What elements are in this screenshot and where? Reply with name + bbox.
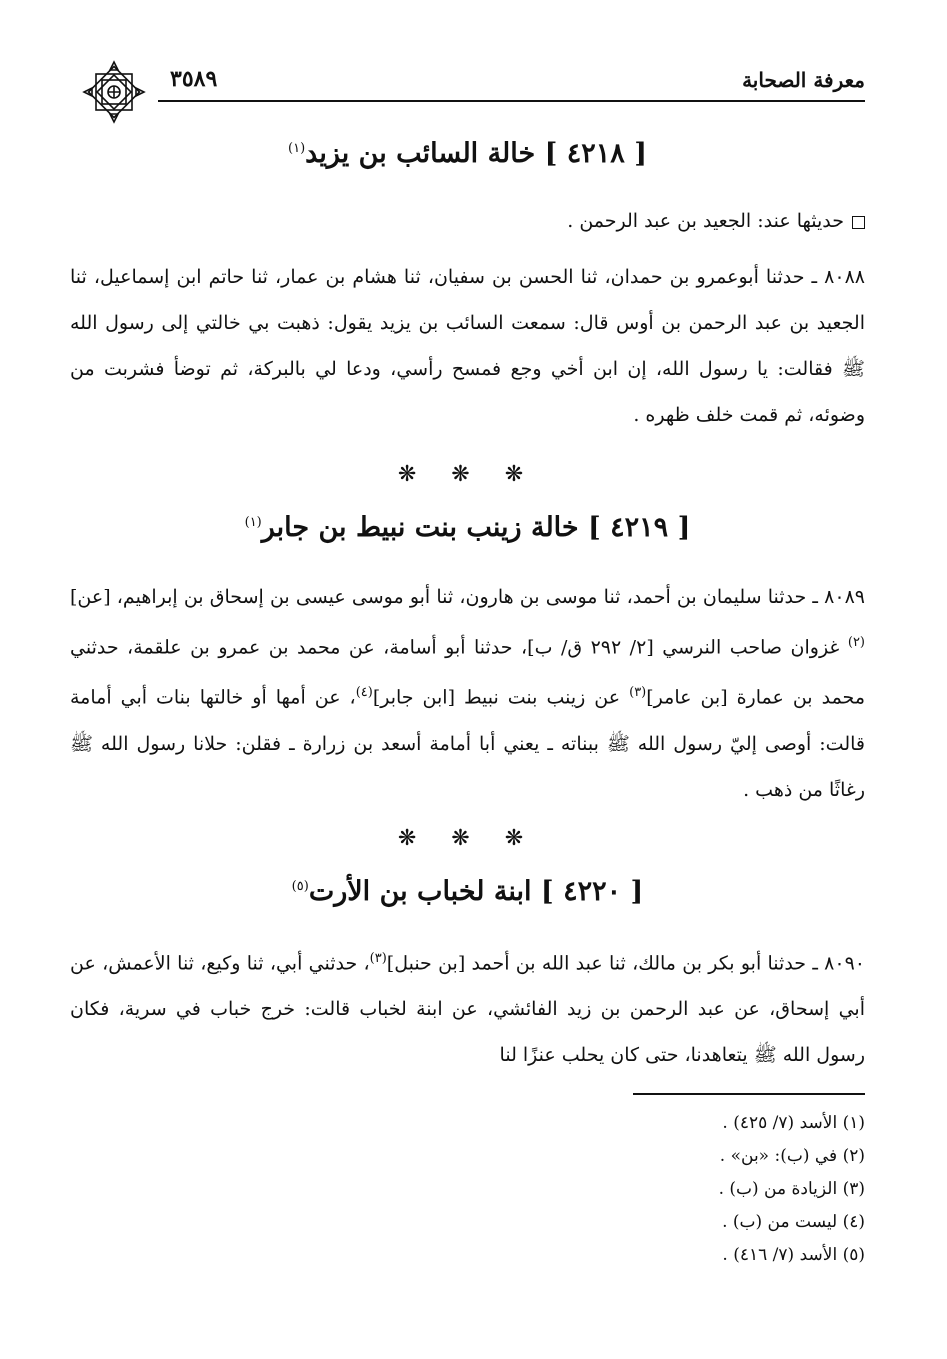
hadith-text: ، حدثني أبي، ثنا وكيع، ثنا الأعمش، عن أبي إسحاق، عن عبد الرحمن بن زيد الفائشي، عن ابنة لخباب قالت: خرج خباب في سرية، فكان رسول الله ﷺ يتعاهدنا، حتى كان يحلب عنزًا لنا <box>70 952 865 1067</box>
hadith-text: غزوان صاحب النرسي [٢/ ٢٩٢ ق/ ب]، حدثنا أبو أسامة، عن محمد بن عمرو بن علقمة، حدثني محمد بن عمارة [بن عامر] <box>70 636 865 709</box>
entry-heading-4219 <box>70 512 865 543</box>
hadith-8089 <box>70 574 865 813</box>
entry-heading-text: [ ٤٢١٩ ] خالة زينب بنت نبيط بن جابر <box>261 512 691 543</box>
entry-heading-text: [ ٤٢٢٠ ] ابنة لخباب بن الأرت <box>308 876 644 907</box>
footnote-ref: (١) <box>288 141 306 156</box>
footnotes <box>70 1107 865 1272</box>
hadith-8090 <box>70 936 865 1078</box>
running-title: معرفة الصحابة <box>742 68 865 92</box>
entry-intro <box>70 198 865 244</box>
page-header <box>70 60 865 110</box>
hadith-8088: ٨٠٨٨ ـ حدثنا أبوعمرو بن حمدان، ثنا الحسن بن سفيان، ثنا هشام بن عمار، ثنا حاتم ابن إسماعيل، ثنا الجعيد بن عبد الرحمن بن أوس قال: سمعت السائب بن يزيد يقول: ذهبت بي خالتي إلى رسول الله ﷺ فقالت: يا رسول الله، إن ابن أخي وجع فمسح رأسي، ودعا لي بالبركة، ثم توضأ فشربت من وضوئه، ثم قمت خلف ظهره . <box>70 266 865 426</box>
section-separator: ❋ ❋ ❋ <box>397 826 538 851</box>
hadith-text: ، عن أمها أو خالتها بنات أبي أمامة قالت: أوصى إليّ رسول الله ﷺ ببناته ـ يعني أبا أمامة أسعد بن زرارة ـ فقلن: حلانا رسول الله ﷺ رغاثًا من ذهب . <box>70 686 865 801</box>
book-page <box>70 0 865 1359</box>
footnote-ref: (٢) <box>847 635 865 650</box>
section-separator: ❋ ❋ ❋ <box>397 462 538 487</box>
entry-heading-4220 <box>70 876 865 907</box>
page-number: ٣٥٨٩ <box>170 66 218 92</box>
footnote-2: (٢) في (ب): «بن» . <box>719 1146 865 1166</box>
footnote-ref: (٤) <box>355 685 373 701</box>
footnote-3: (٣) الزيادة من (ب) . <box>718 1179 865 1199</box>
hadith-text: عن زينب بنت نبيط [ابن جابر] <box>372 686 630 709</box>
entry-heading-4218 <box>70 138 865 169</box>
footnote-rule <box>633 1093 865 1095</box>
footnote-4: (٤) ليست من (ب) . <box>722 1212 865 1232</box>
footnote-ref: (٣) <box>369 951 387 966</box>
hadith-text: ٨٠٨٩ ـ حدثنا سليمان بن أحمد، ثنا موسى بن هارون، ثنا أبو موسى عيسى بن إسحاق بن إبراهيم، [عن] <box>70 586 865 608</box>
footnote-5: (٥) الأسد (٧/ ٤١٦) . <box>722 1245 865 1265</box>
footnote-1: (١) الأسد (٧/ ٤٢٥) . <box>722 1113 865 1133</box>
footnote-ref: (١) <box>244 515 262 530</box>
footnote-ref: (٥) <box>291 879 309 894</box>
intro-text: حديثها عند: الجعيد بن عبد الرحمن . <box>567 210 844 232</box>
entry-heading-text: [ ٤٢١٨ ] خالة السائب بن يزيد <box>305 138 647 169</box>
square-bullet-icon <box>852 216 865 229</box>
header-rule <box>158 100 865 102</box>
hadith-text: ٨٠٩٠ ـ حدثنا أبو بكر بن مالك، ثنا عبد الله بن أحمد [بن حنبل] <box>386 952 865 975</box>
footnote-ref: (٣) <box>629 685 647 701</box>
star-ornament-icon <box>82 60 146 124</box>
